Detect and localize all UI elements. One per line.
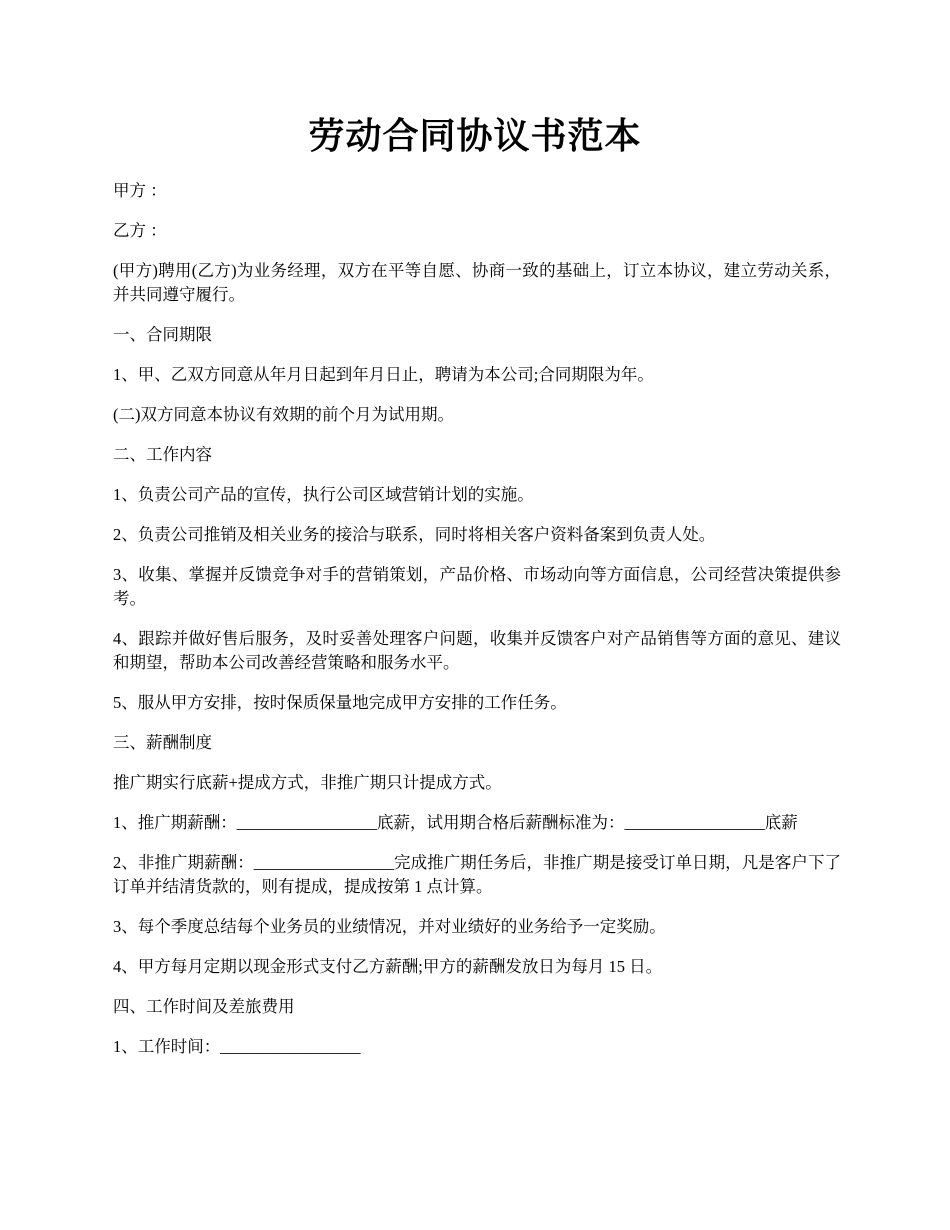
party-a-line: 甲方 ： (113, 181, 167, 200)
document-title: 劳动合同协议书范本 (308, 116, 642, 156)
term-clause-1: 1、甲、乙双方同意从年月日起到年月日止，聘请为本公司;合同期限为年。 (113, 365, 654, 384)
salary-clause-1: 1、推广期薪酬：_________________底薪，试用期合格后薪酬标准为：_________________底薪 (113, 813, 798, 832)
section-heading-term: 一、合同期限 (113, 325, 212, 344)
salary-clause-4: 4、甲方每月定期以现金形式支付乙方薪酬;甲方的薪酬发放日为每月 15 日。 (113, 957, 663, 976)
salary-intro: 推广期实行底薪+提成方式，非推广期只计提成方式。 (113, 773, 502, 792)
party-b-line: 乙方 ： (113, 221, 167, 240)
work-clause-2: 2、负责公司推销及相关业务的接洽与联系，同时将相关客户资料备案到负责人处。 (113, 525, 716, 544)
salary-clause-3: 3、每个季度总结每个业务员的业绩情况，并对业绩好的业务给予一定奖励。 (113, 917, 666, 936)
hours-clause-1: 1、工作时间：_________________ (113, 1037, 361, 1056)
work-clause-1: 1、负责公司产品的宣传，执行公司区域营销计划的实施。 (113, 485, 534, 504)
section-heading-salary: 三、薪酬制度 (113, 733, 212, 752)
salary-clause-2: 2、非推广期薪酬：_________________完成推广期任务后，非推广期是接受订单日期，凡是客户下了订单并结清货款的，则有提成，提成按第 1 点计算。 (113, 853, 841, 896)
section-heading-work: 二、工作内容 (113, 445, 212, 464)
document-body (113, 179, 841, 1075)
term-clause-2: (二)双方同意本协议有效期的前个月为试用期。 (113, 405, 454, 424)
section-heading-hours: 四、工作时间及差旅费用 (113, 997, 295, 1016)
work-clause-5: 5、服从甲方安排，按时保质保量地完成甲方安排的工作任务。 (113, 693, 567, 712)
work-clause-3: 3、收集、掌握并反馈竞争对手的营销策划，产品价格、市场动向等方面信息，公司经营决策提供参考。 (113, 565, 841, 608)
intro-paragraph: (甲方)聘用(乙方)为业务经理，双方在平等自愿、协商一致的基础上，订立本协议，建立劳动关系，并共同遵守履行。 (113, 261, 841, 304)
work-clause-4: 4、跟踪并做好售后服务，及时妥善处理客户问题，收集并反馈客户对产品销售等方面的意见、建议和期望，帮助本公司改善经营策略和服务水平。 (113, 629, 841, 672)
